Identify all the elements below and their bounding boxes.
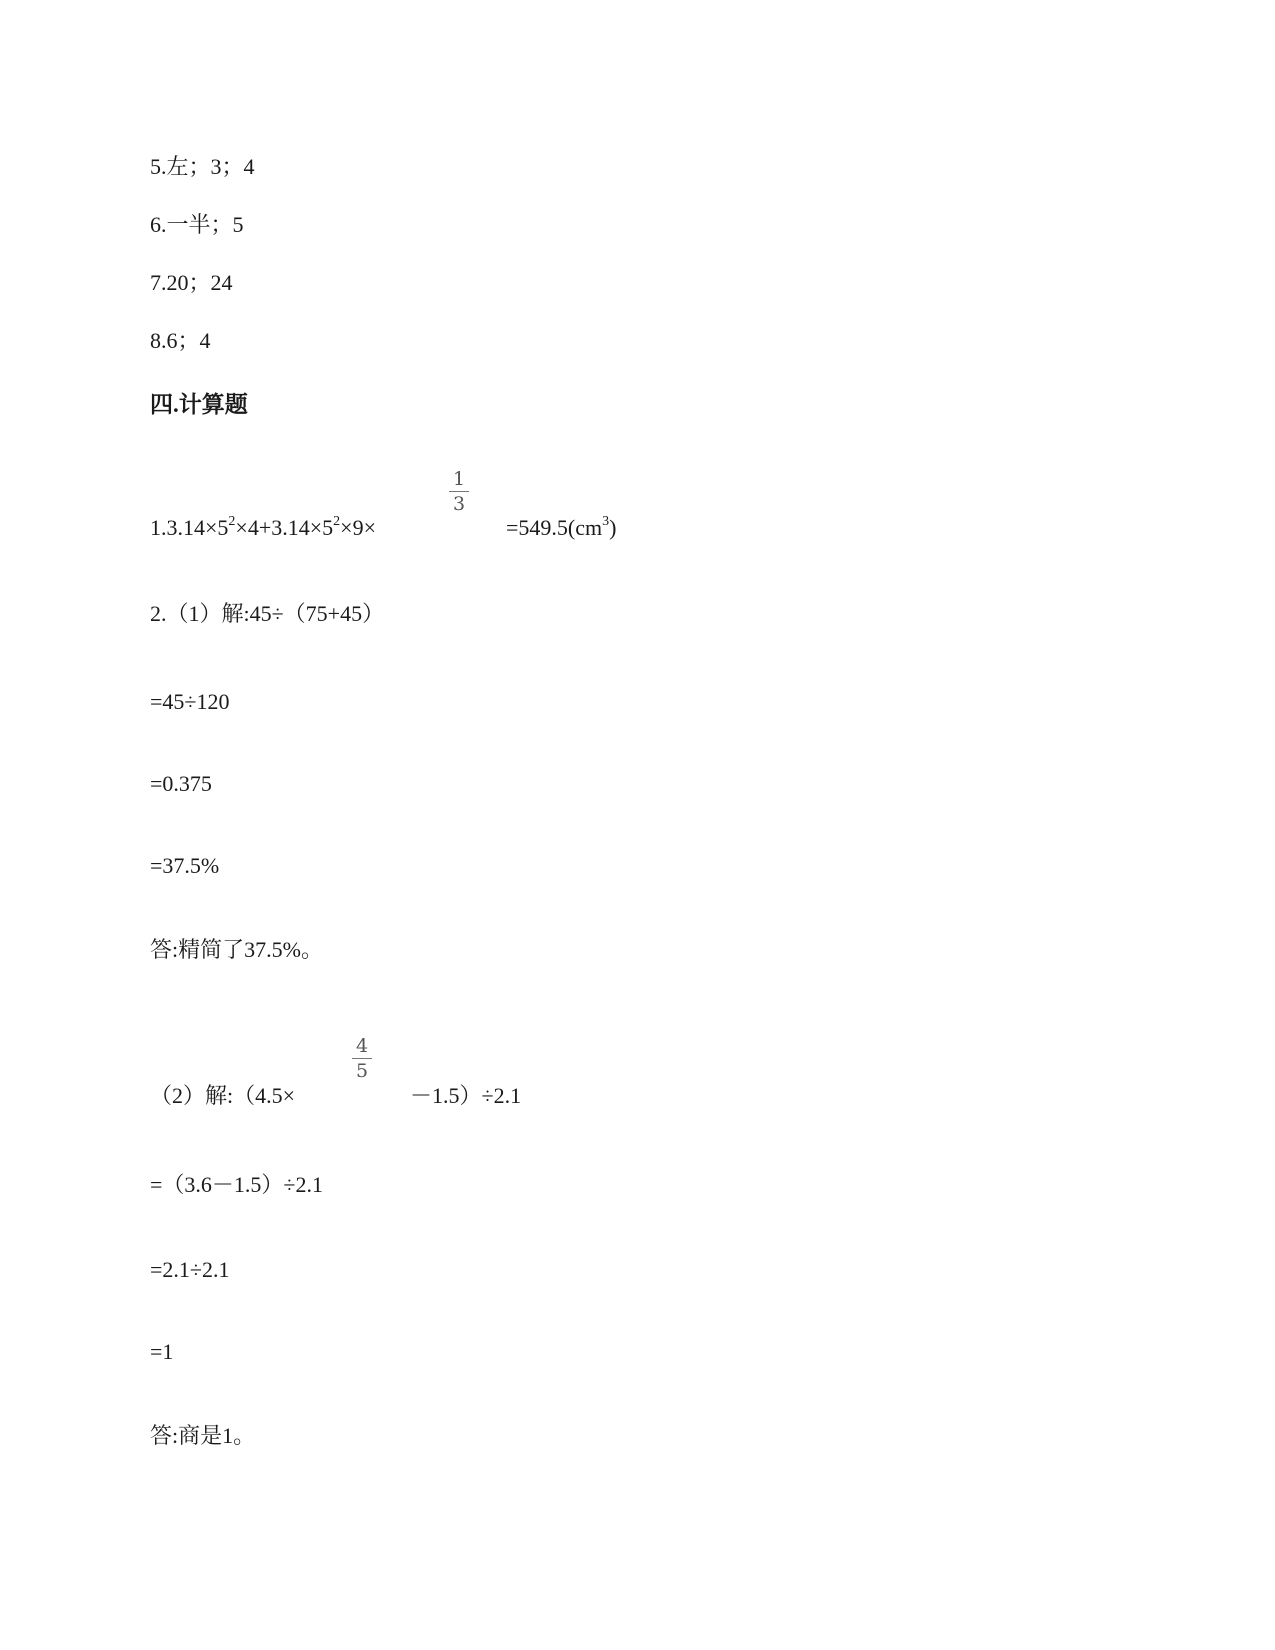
q2-part2-answer: 答:商是1。 xyxy=(150,1423,256,1448)
answer-line-7: 7.20；24 xyxy=(150,270,233,295)
q1-sup2: 2 xyxy=(333,513,341,529)
q2-part2-step-2: =2.1÷2.1 xyxy=(150,1257,230,1282)
q1-result-post: ) xyxy=(609,515,617,540)
q1-sup1: 2 xyxy=(228,513,236,529)
answer-line-6: 6.一半；5 xyxy=(150,212,244,237)
q2-part2-expression-suffix: －1.5）÷2.1 xyxy=(410,1083,522,1108)
q2-part2-step-1: =（3.6－1.5）÷2.1 xyxy=(150,1172,323,1197)
q1-fraction-bar xyxy=(449,491,469,492)
q1-tail: ×9× xyxy=(340,515,376,540)
q2-part1-answer: 答:精简了37.5%。 xyxy=(150,937,323,962)
q2-part2-expression-prefix: （2）解:（4.5× xyxy=(150,1083,296,1108)
q1-expression xyxy=(150,515,376,541)
q1-result-sup: 3 xyxy=(602,513,610,529)
q2-part2-step-3: =1 xyxy=(150,1339,174,1364)
q2-part1-line-4: =37.5% xyxy=(150,853,220,878)
q2-part1-line-2: =45÷120 xyxy=(150,689,230,714)
answer-line-5: 5.左；3；4 xyxy=(150,154,255,179)
q1-fraction-numerator: 1 xyxy=(452,468,466,490)
q2-part2-fraction-numerator: 4 xyxy=(355,1035,369,1057)
q1-mid: ×4+3.14×5 xyxy=(235,515,334,540)
q1-prefix: 1.3.14×5 xyxy=(150,515,229,540)
q1-result xyxy=(506,515,616,541)
q2-part2-fraction xyxy=(350,1035,374,1082)
answer-line-8: 8.6；4 xyxy=(150,328,211,353)
section-title: 四.计算题 xyxy=(150,392,248,417)
q1-fraction-denominator: 3 xyxy=(452,493,466,515)
q2-part1-line-1: 2.（1）解:45÷（75+45） xyxy=(150,601,385,626)
q2-part2-fraction-denominator: 5 xyxy=(355,1060,369,1082)
q1-fraction xyxy=(447,468,471,515)
q2-part1-line-3: =0.375 xyxy=(150,771,212,796)
q1-result-pre: =549.5(cm xyxy=(506,515,603,540)
q2-part2-fraction-bar xyxy=(352,1058,372,1059)
